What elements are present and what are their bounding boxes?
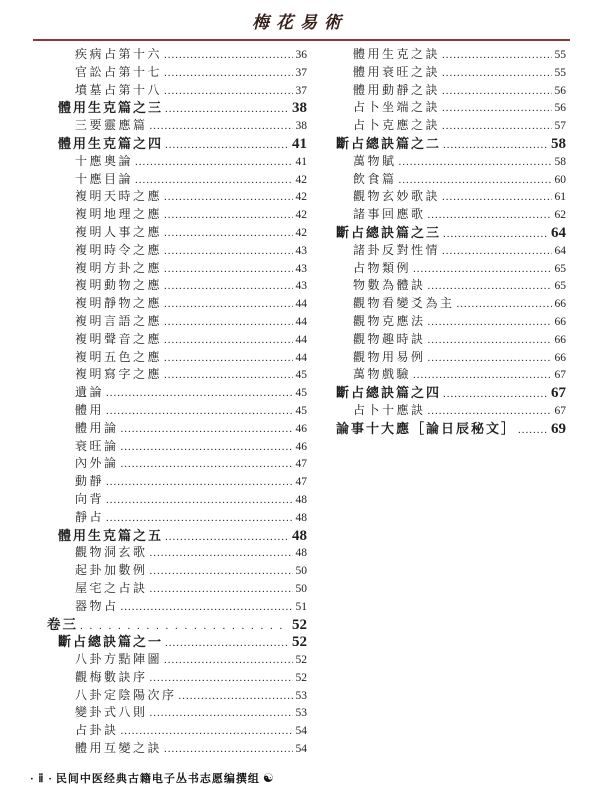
toc-entry-label: 複明寫字之應 (75, 367, 163, 382)
toc-entry-page-number: 67 (554, 404, 566, 417)
toc-entry (45, 384, 307, 402)
toc-entry-label: 變卦式八則 (75, 705, 148, 720)
toc-entry-page-number: 37 (295, 66, 307, 79)
toc-entry-page-number: 65 (554, 262, 566, 275)
toc-entry-label: 複明動物之應 (75, 278, 163, 293)
toc-entry (323, 420, 566, 438)
dot-leader (442, 243, 551, 261)
toc-entry-label: 八卦方點陣圖 (75, 652, 163, 667)
toc-entry-label: 萬物戲驗 (353, 367, 412, 382)
toc-entry-page-number: 45 (295, 387, 307, 400)
toc-entry (45, 527, 307, 545)
toc-entry-page-number: 52 (292, 634, 307, 651)
toc-entry-page-number: 65 (554, 280, 566, 293)
dot-leader (399, 172, 552, 190)
toc-entry-label: 占卜坐端之訣 (353, 100, 441, 115)
dot-leader (165, 101, 289, 119)
toc-entry-label: 三要靈應篇 (75, 118, 148, 133)
dot-leader (164, 65, 292, 83)
dot-leader (164, 225, 292, 243)
dot-leader (121, 456, 293, 474)
toc-entry (45, 722, 307, 740)
dot-leader (106, 492, 292, 510)
toc-entry-label: 斷占總訣篇之三 (336, 224, 442, 240)
dot-leader (164, 207, 292, 225)
toc-entry (45, 687, 307, 705)
toc-entry-label: 論事十大應［論日辰秘文］ (336, 420, 517, 436)
dot-leader (442, 83, 551, 101)
toc-entry (45, 46, 307, 64)
dot-leader (106, 403, 292, 421)
dot-leader (106, 474, 292, 492)
toc-entry-page-number: 45 (295, 404, 307, 417)
toc-entry-page-number: 38 (295, 120, 307, 133)
toc-entry-label: 官訟占第十七 (75, 64, 163, 79)
toc-entry (45, 117, 307, 135)
toc-entry-page-number: 58 (554, 155, 566, 168)
toc-right-column (323, 46, 566, 438)
toc-entry-label: 複明言語之應 (75, 313, 163, 328)
toc-entry-label: 複明時令之應 (75, 242, 163, 257)
dot-leader (413, 367, 551, 385)
toc-entry (45, 99, 307, 117)
dot-leader (442, 189, 551, 207)
toc-entry-page-number: 62 (554, 209, 566, 222)
dot-leader (428, 207, 552, 225)
toc-entry-page-number: 44 (295, 351, 307, 364)
toc-entry-label: 占物類例 (353, 260, 412, 275)
toc-entry-page-number: 48 (295, 547, 307, 560)
toc-left-column (45, 46, 307, 758)
toc-entry-page-number: 50 (295, 565, 307, 578)
toc-entry-label: 衰旺論 (75, 438, 119, 453)
toc-entry-page-number: 48 (292, 527, 307, 544)
toc-entry-page-number: 64 (554, 244, 566, 257)
toc-entry-page-number: 66 (554, 298, 566, 311)
toc-entry-page-number: 48 (295, 493, 307, 506)
taiji-icon: ☯ (262, 770, 275, 785)
toc-entry (45, 349, 307, 367)
toc-entry-page-number: 43 (295, 262, 307, 275)
toc-entry (323, 135, 566, 153)
footer-text: 民间中医经典古籍电子丛书志愿编撰组 (55, 773, 260, 785)
toc-entry-page-number: 41 (292, 135, 307, 152)
dot-leader (165, 529, 289, 547)
dot-leader (164, 652, 292, 670)
toc-entry-label: 體用互變之訣 (75, 741, 163, 756)
toc-entry-page-number: 37 (295, 84, 307, 97)
toc-entry-label: 器物占 (75, 598, 119, 613)
dot-leader (121, 723, 293, 741)
toc-entry (45, 277, 307, 295)
toc-entry-label: 靜占 (75, 509, 105, 524)
toc-entry-page-number: 36 (295, 49, 307, 61)
toc-entry-page-number: 44 (295, 298, 307, 311)
toc-entry-page-number: 42 (295, 173, 307, 186)
toc-entry (45, 740, 307, 758)
toc-entry-page-number: 57 (554, 120, 566, 133)
toc-entry-label: 觀物看變爻為主 (353, 296, 455, 311)
dot-leader (164, 367, 292, 385)
toc-entry-page-number: 66 (554, 351, 566, 364)
toc-entry-page-number: 55 (554, 49, 566, 61)
toc-entry (45, 580, 307, 598)
toc-entry-page-number: 41 (295, 155, 307, 168)
dot-leader (150, 581, 293, 599)
dot-leader (164, 278, 292, 296)
toc-entry-page-number: 46 (295, 422, 307, 435)
toc-entry (45, 82, 307, 100)
toc-entry-label: 觀物洞玄歌 (75, 545, 148, 560)
dot-leader (135, 172, 292, 190)
toc-entry-page-number: 45 (295, 369, 307, 382)
toc-entry-page-number: 69 (551, 420, 566, 437)
dot-leader (164, 83, 292, 101)
dot-leader (442, 47, 551, 65)
toc-entry-page-number: 44 (295, 333, 307, 346)
toc-entry-label: 諸卦反對性情 (353, 242, 441, 257)
toc-entry (323, 224, 566, 242)
toc-entry-page-number: 48 (295, 511, 307, 524)
dot-leader (135, 154, 292, 172)
toc-entry-page-number: 43 (295, 244, 307, 257)
toc-entry (45, 544, 307, 562)
toc-entry-page-number: 42 (295, 209, 307, 222)
page-footer (30, 770, 275, 786)
toc-entry-label: 占卜克應之訣 (353, 118, 441, 133)
toc-entry (45, 64, 307, 82)
toc-entry-label: 體用 (75, 402, 105, 417)
toc-entry-label: 墳墓占第十八 (75, 82, 163, 97)
toc-entry-label: 內外論 (75, 456, 119, 471)
toc-entry (323, 277, 566, 295)
toc-entry (45, 438, 307, 456)
dot-leader (428, 314, 552, 332)
toc-entry (45, 491, 307, 509)
toc-entry-page-number: 50 (295, 582, 307, 595)
dot-leader (106, 510, 292, 528)
page-title: 梅花易術 (252, 13, 348, 32)
toc-entry-label: 複明靜物之應 (75, 296, 163, 311)
dot-leader (428, 403, 552, 421)
toc-entry-label: 斷占總訣篇之四 (336, 385, 442, 401)
dot-leader (164, 350, 292, 368)
toc-entry-label: 斷占總訣篇之二 (336, 135, 442, 151)
dot-leader (442, 118, 551, 136)
toc-entry-page-number: 56 (554, 102, 566, 115)
toc-entry (323, 260, 566, 278)
header-rule (33, 39, 570, 41)
toc-entry-label: 體用生克篇之三 (58, 100, 164, 116)
toc-entry (323, 349, 566, 367)
toc-entry (323, 64, 566, 82)
toc-entry (323, 206, 566, 224)
dot-leader (457, 296, 552, 314)
dot-leader (150, 563, 293, 581)
dot-leader (428, 278, 552, 296)
toc-entry (45, 420, 307, 438)
toc-entry-page-number: 46 (295, 440, 307, 453)
toc-entry-page-number: 54 (295, 743, 307, 756)
dot-leader (121, 599, 293, 617)
toc-entry (323, 402, 566, 420)
toc-entry-label: 十應目論 (75, 171, 134, 186)
toc-entry (45, 651, 307, 669)
toc-entry-page-number: 44 (295, 315, 307, 328)
toc-entry (323, 331, 566, 349)
toc-entry-label: 體用衰旺之訣 (353, 64, 441, 79)
toc-entry-page-number: 60 (554, 173, 566, 186)
dot-leader (164, 261, 292, 279)
dot-leader (106, 385, 292, 403)
toc-entry-page-number: 47 (295, 458, 307, 471)
toc-entry-label: 卷三 (47, 616, 78, 632)
dot-leader (428, 332, 552, 350)
footer-page-marker: · ⅱ · (30, 772, 53, 785)
toc-entry-label: 萬物賦 (353, 153, 397, 168)
toc-entry-label: 觀物趣時訣 (353, 331, 426, 346)
dot-leader (428, 350, 552, 368)
toc-entry-label: 斷占總訣篇之一 (58, 634, 164, 650)
dot-leader (164, 314, 292, 332)
toc-entry-label: 起卦加數例 (75, 563, 148, 578)
toc-entry-page-number: 56 (554, 84, 566, 97)
toc-entry-label: 體用動靜之訣 (353, 82, 441, 97)
toc-entry (323, 242, 566, 260)
toc-entry (45, 260, 307, 278)
toc-entry-label: 遺論 (75, 385, 105, 400)
toc-entry-label: 體用生克篇之五 (58, 527, 164, 543)
toc-entry (45, 366, 307, 384)
toc-entry (323, 171, 566, 189)
toc-entry-label: 複明五色之應 (75, 349, 163, 364)
dot-leader (413, 261, 551, 279)
toc-entry-page-number: 53 (295, 707, 307, 720)
toc-entry-label: 物數為體訣 (353, 278, 426, 293)
toc-entry (45, 402, 307, 420)
toc-entry-page-number: 43 (295, 280, 307, 293)
toc-entry-page-number: 53 (295, 689, 307, 702)
dot-leader (150, 118, 293, 136)
dot-leader (165, 635, 289, 653)
toc-entry-page-number: 38 (292, 100, 307, 117)
toc-entry (45, 616, 307, 634)
dot-leader (179, 688, 293, 706)
toc-entry (45, 171, 307, 189)
toc-entry-page-number: 64 (551, 224, 566, 241)
toc-entry-label: 占卜十應訣 (353, 402, 426, 417)
toc-entry-page-number: 42 (295, 191, 307, 204)
toc-entry-label: 諸事回應歌 (353, 207, 426, 222)
toc-entry-label: 複明地理之應 (75, 207, 163, 222)
toc-entry (45, 295, 307, 313)
dot-leader (443, 226, 548, 244)
toc-entry-page-number: 47 (295, 476, 307, 489)
toc-entry-label: 複明方卦之應 (75, 260, 163, 275)
toc-entry-label: 疾病占第十六 (75, 47, 163, 61)
toc-entry-label: 動靜 (75, 474, 105, 489)
toc-entry-page-number: 66 (554, 315, 566, 328)
toc-entry (323, 366, 566, 384)
dot-leader (164, 189, 292, 207)
toc-entry (323, 82, 566, 100)
dot-leader (443, 137, 548, 155)
toc-entry (323, 295, 566, 313)
toc-entry-label: 八卦定陰陽次序 (75, 687, 177, 702)
toc-entry-label: 觀物克應法 (353, 313, 426, 328)
toc-entry-page-number: 61 (554, 191, 566, 204)
dot-leader (150, 670, 293, 688)
toc-entry-page-number: 55 (554, 66, 566, 79)
toc-entry-label: 屋宅之占訣 (75, 580, 148, 595)
toc-entry-page-number: 42 (295, 226, 307, 239)
toc-entry-page-number: 51 (295, 600, 307, 613)
dot-leader (165, 137, 289, 155)
toc-entry-label: 觀物玄妙歌訣 (353, 189, 441, 204)
toc-entry (45, 704, 307, 722)
toc-entry-label: 複明人事之應 (75, 224, 163, 239)
toc-entry (45, 562, 307, 580)
toc-entry-label: 複明天時之應 (75, 189, 163, 204)
toc-entry-page-number: 54 (295, 725, 307, 738)
dot-leader (399, 154, 552, 172)
toc-entry-label: 飲食篇 (353, 171, 397, 186)
toc-entry (45, 206, 307, 224)
dot-leader (164, 296, 292, 314)
toc-entry (323, 117, 566, 135)
dot-leader (442, 65, 551, 83)
toc-entry (45, 313, 307, 331)
toc-entry (323, 46, 566, 64)
dot-leader (164, 332, 292, 350)
toc-entry (45, 153, 307, 171)
toc-entry (45, 331, 307, 349)
dot-leader (164, 47, 292, 65)
dot-leader (164, 243, 292, 261)
toc-entry-label: 觀梅數訣序 (75, 669, 148, 684)
toc-entry (45, 598, 307, 616)
dot-leader (164, 741, 292, 759)
toc-entry (323, 313, 566, 331)
toc-entry (45, 242, 307, 260)
toc-entry (45, 669, 307, 687)
toc-entry (45, 473, 307, 491)
toc-entry (323, 384, 566, 402)
toc-entry (323, 153, 566, 171)
dot-leader (150, 545, 293, 563)
toc-entry (45, 135, 307, 153)
toc-entry-page-number: 67 (551, 385, 566, 402)
toc-entry (45, 633, 307, 651)
toc-entry-label: 體用生克之訣 (353, 47, 441, 61)
toc-entry-label: 向背 (75, 491, 105, 506)
toc-entry (45, 509, 307, 527)
toc-entry (45, 188, 307, 206)
toc-entry-label: 體用論 (75, 420, 119, 435)
toc-entry-page-number: 52 (295, 654, 307, 667)
toc-entry (45, 455, 307, 473)
dot-leader (443, 386, 548, 404)
toc-entry (45, 224, 307, 242)
toc-entry-page-number: 52 (292, 616, 307, 633)
toc-entry-label: 占卦訣 (75, 723, 119, 738)
toc-entry-label: 十應奧論 (75, 153, 134, 168)
dot-leader (150, 705, 293, 723)
toc-entry-page-number: 58 (551, 135, 566, 152)
toc-entry-page-number: 66 (554, 333, 566, 346)
dot-leader (518, 422, 548, 440)
toc-entry (323, 99, 566, 117)
toc-entry-label: 複明聲音之應 (75, 331, 163, 346)
toc-entry (323, 188, 566, 206)
dot-leader (121, 421, 293, 439)
dot-leader (442, 100, 551, 118)
toc-entry-label: 體用生克篇之四 (58, 135, 164, 151)
toc-entry-label: 觀物用易例 (353, 349, 426, 364)
toc-entry-page-number: 52 (295, 671, 307, 684)
toc-entry-page-number: 67 (554, 369, 566, 382)
dot-leader (121, 439, 293, 457)
